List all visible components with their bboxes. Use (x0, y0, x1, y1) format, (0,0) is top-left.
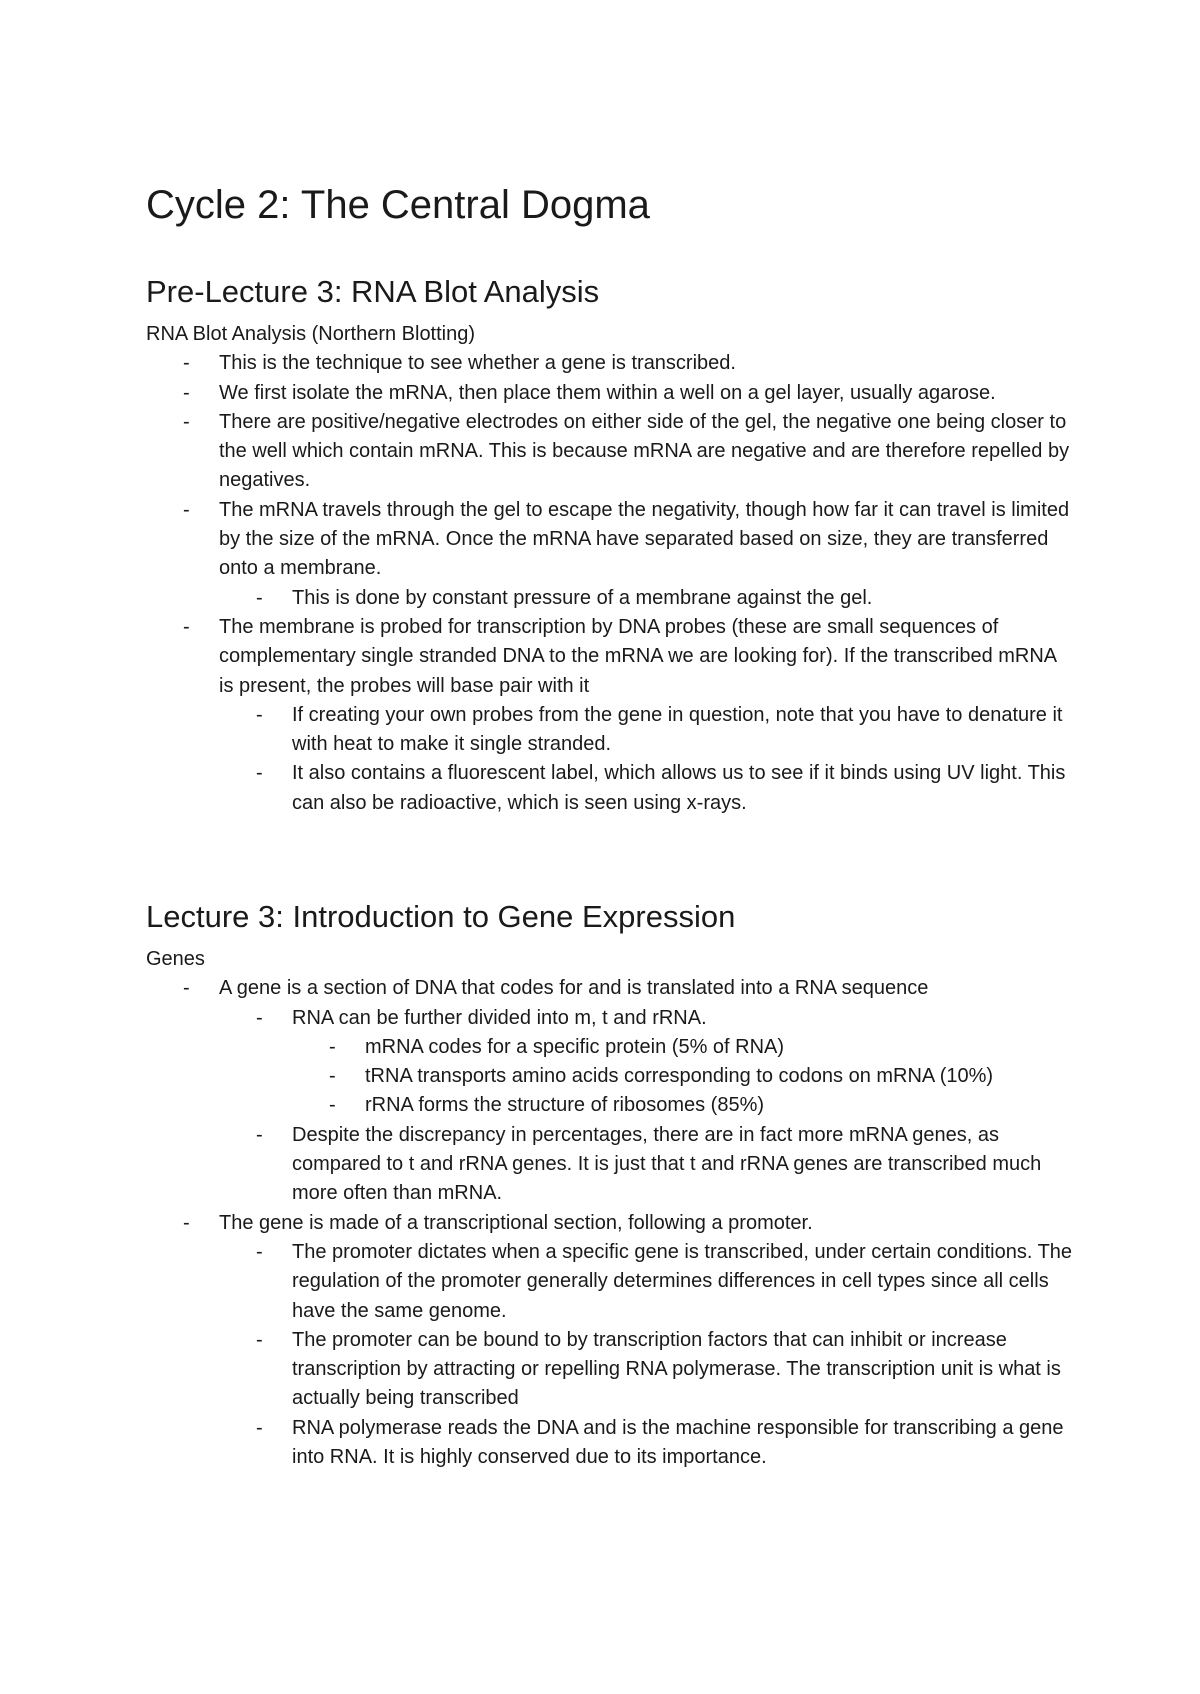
list-item (146, 1209, 1076, 1473)
list-item-text: mRNA codes for a specific protein (5% of RNA) (365, 1035, 785, 1058)
list-item (219, 584, 1076, 613)
sub-list (256, 1004, 1076, 1209)
bullet-dash: - (183, 977, 190, 1000)
list-item (146, 379, 1076, 408)
list-item-text: The promoter can be bound to by transcription factors that can inhibit or increase transcription by attracting or repelling RNA polymerase. The transcription unit is what is actually being transcribed (292, 1328, 1061, 1410)
bullet-dash: - (183, 381, 190, 404)
list-item-text: RNA can be further divided into m, t and rRNA. (292, 1006, 707, 1029)
list-item (219, 759, 1076, 818)
bullet-dash: - (183, 615, 190, 638)
list-item (219, 1326, 1076, 1414)
bullet-dash: - (256, 762, 263, 785)
list-item (219, 701, 1076, 760)
bullet-dash: - (329, 1094, 336, 1117)
list-item-text: There are positive/negative electrodes on either side of the gel, the negative one being closer to the well which contain mRNA. This is because mRNA are negative and are therefore repelled by negatives. (219, 410, 1070, 492)
list-item-text: The mRNA travels through the gel to escape the negativity, though how far it can travel is limited by the size of the mRNA. Once the mRNA have separated based on size, they are transferred onto a membrane. (219, 498, 1070, 580)
list-item (292, 1033, 1076, 1062)
list-item (219, 1004, 1076, 1121)
bullet-dash: - (256, 1240, 263, 1263)
section-heading: Pre-Lecture 3: RNA Blot Analysis (146, 274, 600, 309)
list-item-text: Despite the discrepancy in percentages, there are in fact more mRNA genes, as compared to t and rRNA genes. It is just that t and rRNA genes are transcribed much more often than mRNA. (292, 1123, 1042, 1205)
bullet-dash: - (256, 1006, 263, 1029)
list-item-text: rRNA forms the structure of ribosomes (85%) (365, 1094, 765, 1117)
sub-list (256, 1238, 1076, 1472)
bullet-dash: - (183, 498, 190, 521)
list-item (146, 613, 1076, 818)
bullet-list (146, 349, 1076, 818)
list-item (292, 1062, 1076, 1091)
list-item-text: tRNA transports amino acids corresponding to codons on mRNA (10%) (365, 1065, 994, 1088)
topic-label: RNA Blot Analysis (Northern Blotting) (146, 323, 476, 345)
list-item (146, 496, 1076, 613)
list-item (219, 1121, 1076, 1209)
bullet-dash: - (256, 1416, 263, 1439)
bullet-dash: - (256, 1123, 263, 1146)
sub-list (256, 701, 1076, 818)
bullet-dash: - (329, 1035, 336, 1058)
list-item-text: This is the technique to see whether a gene is transcribed. (219, 352, 736, 375)
bullet-dash: - (256, 703, 263, 726)
list-item (146, 349, 1076, 378)
bullet-dash: - (256, 1328, 263, 1351)
sub-list (256, 584, 1076, 613)
section-lecture-3 (146, 898, 1076, 1472)
list-item-text: The promoter dictates when a specific gene is transcribed, under certain conditions. The regulation of the promoter generally determines differences in cell types since all cells have the same genome. (292, 1240, 1073, 1322)
bullet-dash: - (329, 1065, 336, 1088)
list-item-text: We first isolate the mRNA, then place them within a well on a gel layer, usually agarose. (219, 381, 996, 404)
list-item (146, 974, 1076, 1208)
bullet-dash: - (183, 1211, 190, 1234)
list-item (146, 408, 1076, 496)
list-item (219, 1414, 1076, 1473)
section-heading: Lecture 3: Introduction to Gene Expression (146, 899, 736, 934)
list-item (292, 1091, 1076, 1120)
list-item-text: A gene is a section of DNA that codes for and is translated into a RNA sequence (219, 977, 929, 1000)
list-item-text: RNA polymerase reads the DNA and is the machine responsible for transcribing a gene into RNA. It is highly conserved due to its importance. (292, 1416, 1064, 1469)
section-pre-lecture-3 (146, 273, 1076, 818)
document-title: Cycle 2: The Central Dogma (146, 183, 650, 227)
bullet-dash: - (183, 352, 190, 375)
bullet-dash: - (183, 410, 190, 433)
list-item-text: The gene is made of a transcriptional section, following a promoter. (219, 1211, 813, 1234)
topic-label: Genes (146, 948, 205, 970)
sub-sub-list (329, 1033, 1076, 1121)
list-item (219, 1238, 1076, 1326)
list-item-text: The membrane is probed for transcription by DNA probes (these are small sequences of complementary single stranded DNA to the mRNA we are looking for). If the transcribed mRNA is present, the probes will base pair with it (219, 615, 1057, 697)
list-item-text: If creating your own probes from the gene in question, note that you have to denature it with heat to make it single stranded. (292, 703, 1063, 756)
list-item-text: It also contains a fluorescent label, which allows us to see if it binds using UV light. This can also be radioactive, which is seen using x-rays. (292, 762, 1066, 814)
list-item-text: This is done by constant pressure of a membrane against the gel. (292, 586, 873, 609)
bullet-list (146, 974, 1076, 1472)
bullet-dash: - (256, 586, 263, 609)
